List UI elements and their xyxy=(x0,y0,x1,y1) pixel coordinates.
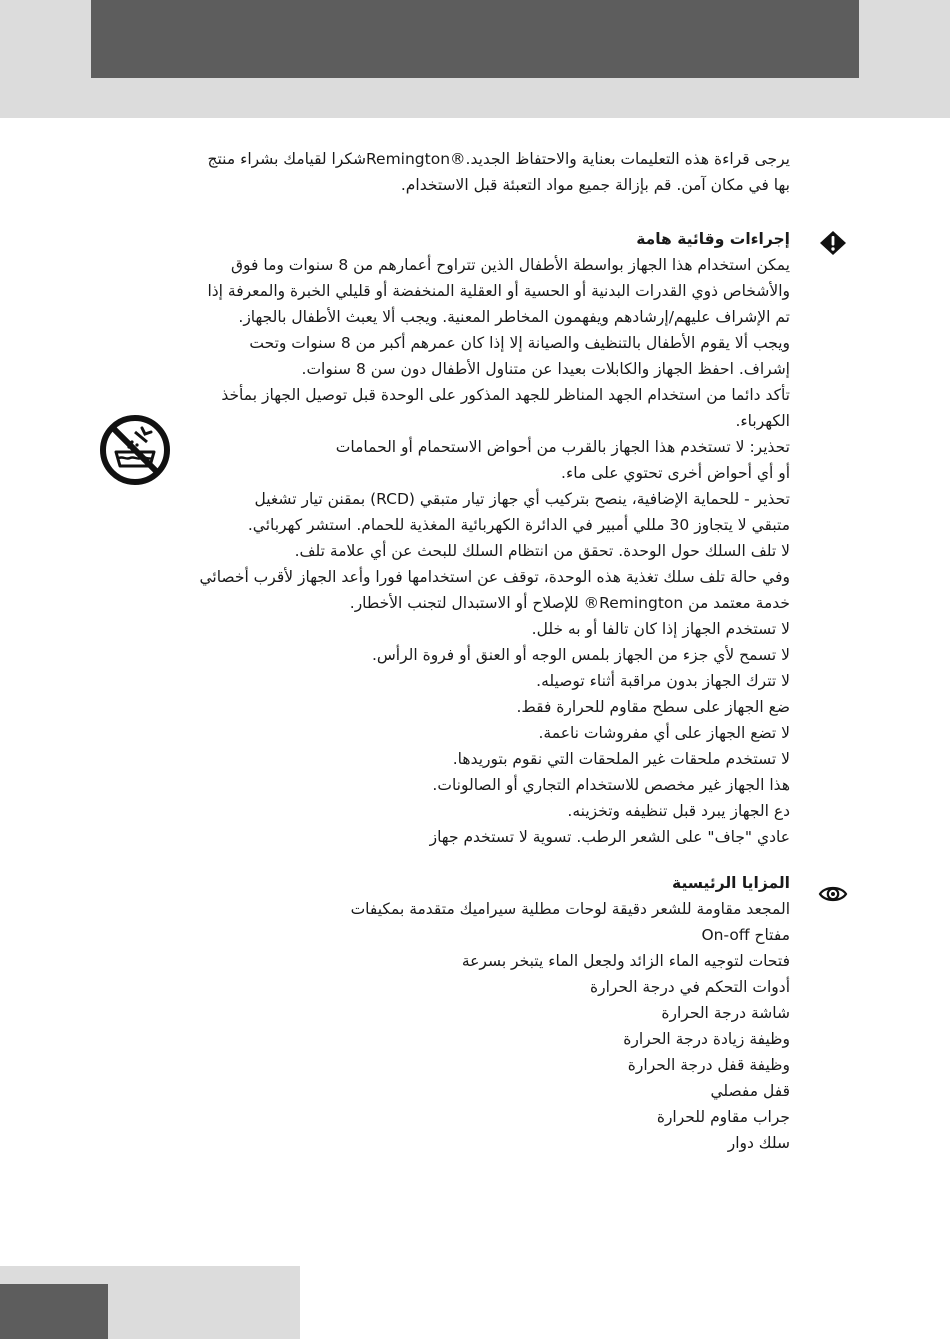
feature-item: فتحات لتوجيه الماء الزائد ولجعل الماء يتبخر بسرعة xyxy=(461,952,790,970)
safety-line: تأكد دائما من استخدام الجهد المناظر للجهد المذكور على الوحدة قبل توصيل الجهاز بمأخذ xyxy=(221,386,790,404)
safety-heading: إجراءات وقائية هامة xyxy=(636,230,790,248)
feature-item: شاشة درجة الحرارة xyxy=(661,1004,790,1022)
feature-item: جراب مقاوم للحرارة xyxy=(656,1108,790,1126)
eye-icon xyxy=(818,882,848,906)
feature-item: سلك دوار xyxy=(727,1134,790,1152)
safety-line: هذا الجهاز غير مخصص للاستخدام التجاري أو الصالونات. xyxy=(432,776,790,794)
safety-line: لا تترك الجهاز بدون مراقبة أثناء توصيله. xyxy=(536,672,790,690)
top-header-bar xyxy=(91,0,859,78)
safety-line: خدمة معتمد من Remington® للإصلاح أو الاستبدال لتجنب الأخطار. xyxy=(349,594,790,612)
features-section xyxy=(100,870,790,1156)
feature-item: وظيفة زيادة درجة الحرارة xyxy=(623,1030,790,1048)
safety-line: عادي "جاف" على الشعر الرطب. تسوية لا تستخدم جهاز xyxy=(429,828,790,846)
safety-line: والأشخاص ذوي القدرات البدنية أو الحسية أو العقلية المنخفضة أو قليلي الخبرة والمعرفة إذا xyxy=(207,282,790,300)
safety-line: الكهرباء. xyxy=(735,412,790,430)
safety-line: يمكن استخدام هذا الجهاز بواسطة الأطفال الذين تتراوح أعمارهم من 8 سنوات وما فوق xyxy=(231,256,790,274)
warning-icon xyxy=(818,230,848,256)
bottom-footer-bar xyxy=(0,1284,108,1339)
document-content xyxy=(100,146,790,1156)
safety-line: لا تستخدم ملحقات غير الملحقات التي نقوم بتوريدها. xyxy=(452,750,790,768)
safety-line: لا تلف السلك حول الوحدة. تحقق من انتظام السلك للبحث عن أي علامة تلف. xyxy=(294,542,790,560)
intro-line: بها في مكان آمن. قم بإزالة جميع مواد التعبئة قبل الاستخدام. xyxy=(400,176,790,194)
feature-item: المجعد مقاومة للشعر دقيقة لوحات مطلية سيراميك متقدمة بمكيفات xyxy=(350,900,790,918)
intro-paragraph xyxy=(100,146,790,198)
safety-line: ويجب ألا يقوم الأطفال بالتنظيف والصيانة إلا إذا كان عمرهم أكبر من 8 سنوات وتحت xyxy=(249,334,790,352)
feature-item: وظيفة قفل درجة الحرارة xyxy=(627,1056,790,1074)
feature-item: قفل مفصلي xyxy=(710,1082,790,1100)
safety-line: إشراف. احفظ الجهاز والكابلات بعيدا عن متناول الأطفال دون سن 8 سنوات. xyxy=(301,360,790,378)
safety-line: تم الإشراف عليهم/إرشادهم ويفهمون المخاطر المعنية. ويجب ألا يعبث الأطفال بالجهاز. xyxy=(238,308,790,326)
features-heading: المزايا الرئيسية xyxy=(672,874,790,892)
safety-line: وفي حالة تلف سلك تغذية هذه الوحدة، توقف عن استخدامها فورا وأعد الجهاز لأقرب أخصائي xyxy=(199,568,790,586)
safety-line: لا تضع الجهاز على أي مفروشات ناعمة. xyxy=(538,724,790,742)
feature-item: مفتاح On-off xyxy=(701,926,790,944)
safety-line: ضع الجهاز على سطح مقاوم للحرارة فقط. xyxy=(516,698,790,716)
safety-line: لا تستخدم الجهاز إذا كان تالفا أو به خلل. xyxy=(531,620,790,638)
safety-line: تحذير - للحماية الإضافية، ينصح بتركيب أي جهاز تيار متبقي (RCD) بمقنن تيار تشغيل xyxy=(254,490,790,508)
safety-line: تحذير: لا تستخدم هذا الجهاز بالقرب من أحواض الاستحمام أو الحمامات xyxy=(335,438,790,456)
safety-section xyxy=(100,226,790,850)
intro-line: يرجى قراءة هذه التعليمات بعناية والاحتفاظ الجديد.®Remingtonشكرا لقيامك بشراء منتج xyxy=(207,150,790,168)
safety-line: أو أي أحواض أخرى تحتوي على ماء. xyxy=(561,464,790,482)
safety-line: لا تسمح لأي جزء من الجهاز بلمس الوجه أو العنق أو فروة الرأس. xyxy=(371,646,790,664)
feature-item: أدوات التحكم في درجة الحرارة xyxy=(590,978,790,996)
safety-line: متبقي لا يتجاوز 30 مللي أمبير في الدائرة الكهربائية المغذية للحمام. استشر كهربائي. xyxy=(247,516,790,534)
no-bath-shower-icon xyxy=(99,414,171,486)
safety-line: دع الجهاز يبرد قبل تنظيفه وتخزينه. xyxy=(567,802,790,820)
